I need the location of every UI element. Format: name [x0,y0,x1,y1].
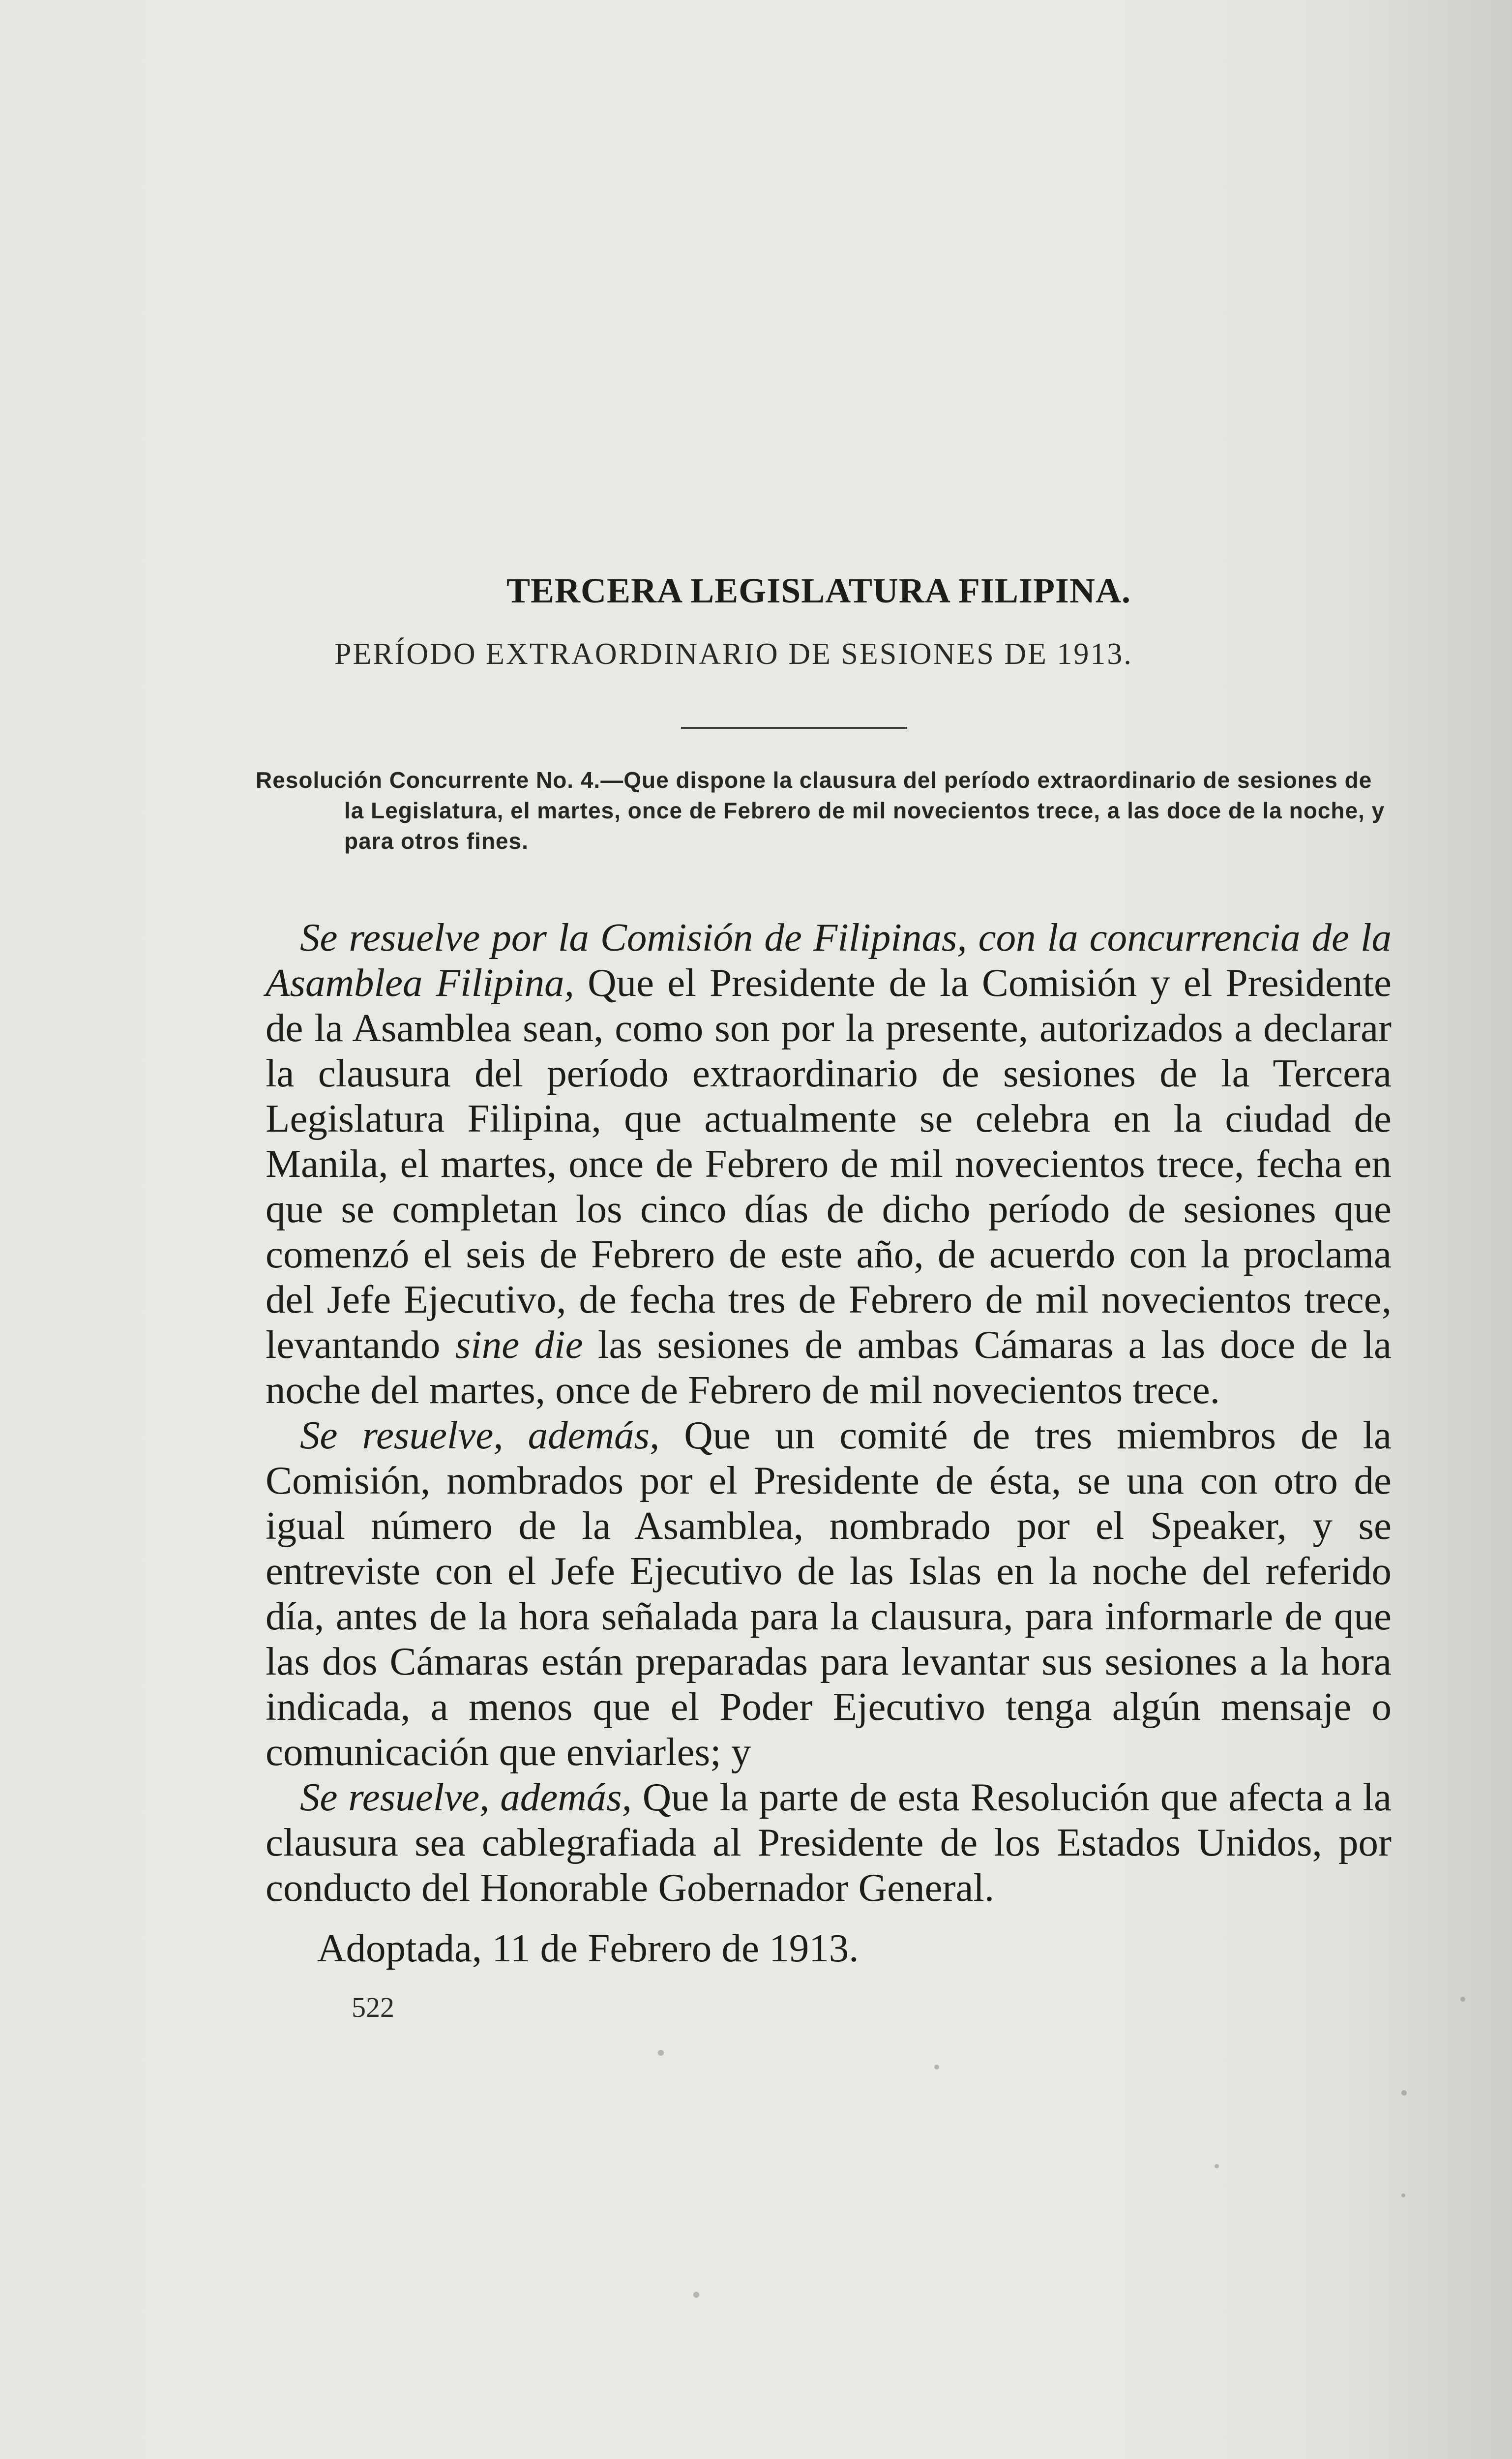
paragraph-2-text: Que un comité de tres miembros de la Comisión, nombrados por el Presidente de ésta, se una con otro de igual número de la Asamblea, nombrado por el Speaker, y se entreviste con el Jefe Ejecutivo de las Islas en la noche del referido día, antes de la hora señalada para la clausura, para informarle de que las dos Cámaras están preparadas para levantar sus sesiones a la hora indicada, a menos que el Poder Ejecutivo tenga algún mensaje o comunicación que enviarles; y [266,1413,1392,1774]
divider [681,727,907,729]
paragraph-3 [266,1774,1392,1910]
sine-die-term: sine die [455,1322,583,1367]
paragraph-3-lead: Se resuelve, además, [300,1775,632,1819]
paper-speck [1401,2090,1407,2096]
paragraph-1-text-a: Que el Presidente de la Comisión y el Presidente de la Asamblea sean, como son por la presente, autorizados a declarar la clausura del período extraordinario de sesiones de la Tercera Legislatura Filipina, que actualmente se celebra en la ciudad de Manila, el martes, once de Febrero de mil novecientos trece, fecha en que se completan los cinco días de dicho período de sesiones que comenzó el seis de Febrero de este año, de acuerdo con la proclama del Jefe Ejecutivo, de fecha tres de Febrero de mil novecientos trece, levantando [266,960,1392,1367]
page-subtitle: PERÍODO EXTRAORDINARIO DE SESIONES DE 1913. [334,637,1133,671]
resolution-body [266,915,1392,1910]
paper-speck [658,2050,664,2056]
paper-speck [1460,1997,1465,2002]
page-number: 522 [352,1991,394,2023]
paragraph-2 [266,1412,1392,1774]
paper-speck [934,2065,939,2069]
paper-speck [1401,2193,1405,2197]
adoption-date: Adoptada, 11 de Febrero de 1913. [317,1926,859,1970]
paper-speck [1215,2164,1219,2168]
paragraph-3-text: Que la parte de esta Resolución que afecta a la clausura sea cablegrafiada al Presidente de los Estados Unidos, por conducto del Honorable Gobernador General. [266,1775,1392,1910]
paper-speck [693,2292,699,2298]
summary-text: Resolución Concurrente No. 4.—Que dispone la clausura del período extraordinario de sesiones de la Legislatura, el martes, once de Febrero de mil novecientos trece, a las doce de la noche, y para otros fines. [256,767,1385,854]
page-title: TERCERA LEGISLATURA FILIPINA. [506,571,1131,610]
paragraph-2-lead: Se resuelve, además, [300,1413,660,1457]
paragraph-1 [266,915,1392,1412]
paragraph-1-lead: Se resuelve por la Comisión de Filipinas, con la concurrencia de la Asamblea Filipina, [266,915,1392,1005]
resolution-summary [256,765,1387,856]
paragraph-1-text-b: las sesiones de ambas Cámaras a las doce de la noche del martes, once de Febrero de mil novecientos trece. [266,1322,1392,1412]
